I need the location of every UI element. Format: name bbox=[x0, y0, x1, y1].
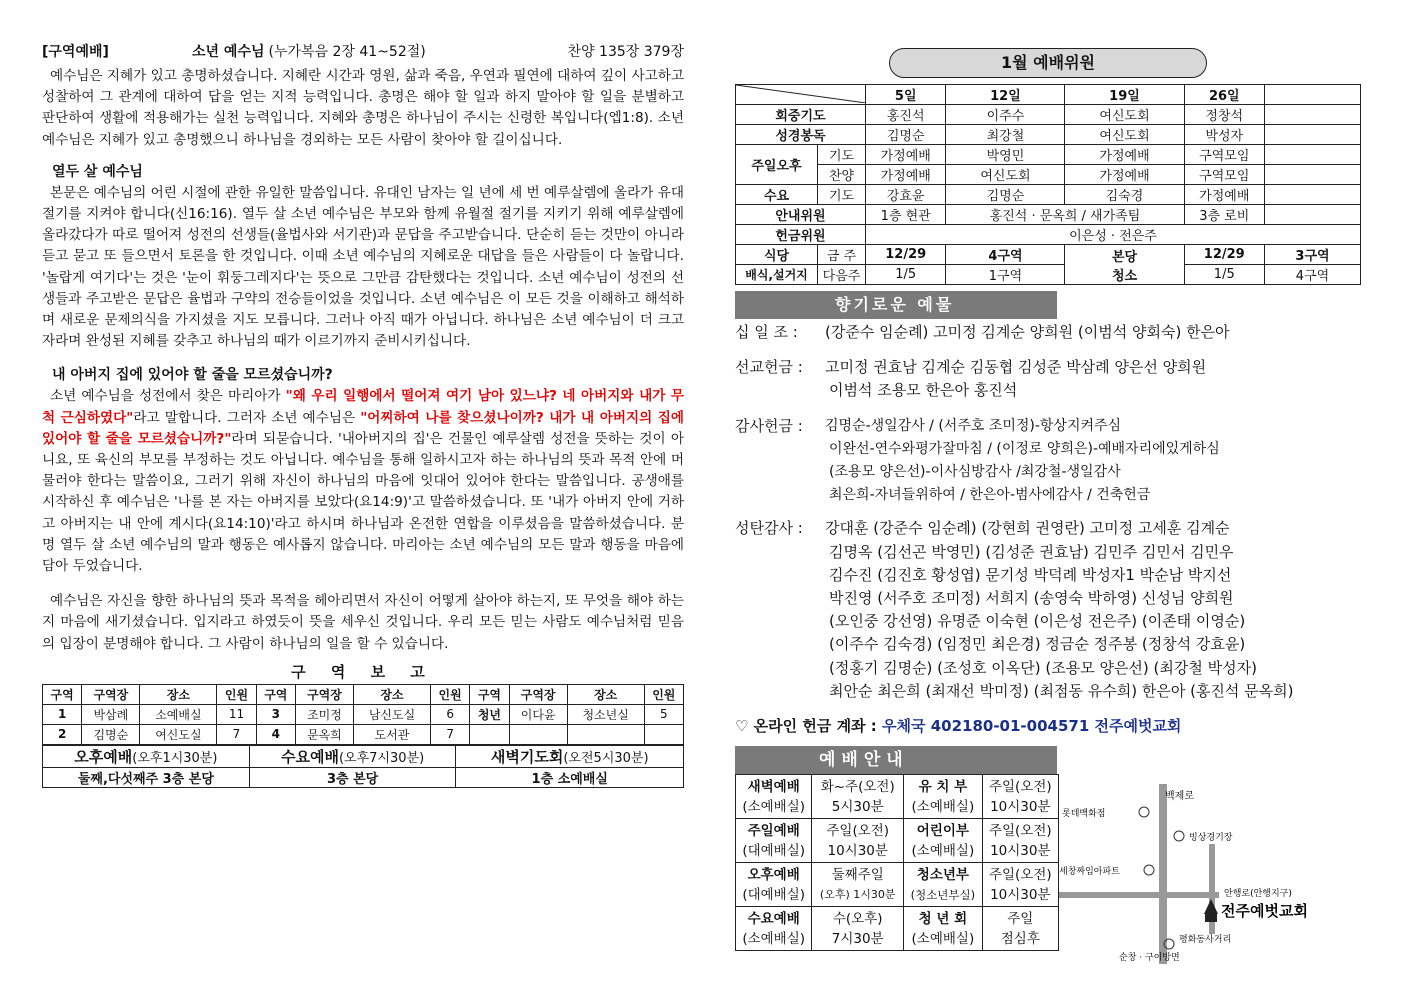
worship-line: 화~주(오전) bbox=[820, 778, 895, 795]
worship-line: 주일(오전) bbox=[988, 822, 1052, 839]
worship-line: 주일 bbox=[1007, 910, 1034, 927]
quote-mary: "왜 우리 일행에서 떨어져 여기 남아 있느냐? 네 아버지와 내가 무척 근심하였다" bbox=[42, 388, 684, 426]
worship-line: 10시30분 bbox=[990, 842, 1051, 859]
duty-sublabel: 기도 bbox=[818, 145, 866, 165]
svc-time-2: (오후7시30분) bbox=[338, 750, 425, 766]
worship-cell bbox=[812, 775, 904, 819]
map-label: 롯데백화점 bbox=[1062, 809, 1106, 820]
worship-line: 새벽예배 bbox=[747, 778, 800, 795]
svc-place-1: 둘째,다섯째주 3층 본당 bbox=[43, 767, 250, 787]
duty-cell: 정창석 bbox=[1184, 105, 1264, 125]
thanks-line: (조용모 양은선)-이사심방감사 /최강철-생일감사 bbox=[829, 464, 1121, 481]
report-cell: 남신도실 bbox=[354, 704, 431, 724]
paragraph-2: 본문은 예수님의 어린 시절에 관한 유일한 말씀입니다. 유대인 남자는 일 년에 세 번 예루살렘에 올라가 유대 절기를 지켜야 합니다(신16:16). 열두 살 소년 예수님은 부모와 함께 유월절 절기를 지키기 위해 예루살렘에 올라갔다가 따로 떨어져 성전의 선생들(율법사와 서기관)과 문답을 주고받습니다. 단순히 듣는 것만이 아니라 듣고 묻고 또 들으면서 토론을 한 것입니다. 이때 소년 예수님의 지혜로운 대답을 들은 사람들이 다 놀랍니다. '놀랍게 여기다'는 것은 '눈이 휘둥그레지다'는 뜻으로 그만큼 감탄했다는 것입니다. 소년 예수님이 성전의 선생들과 주고받은 문답은 율법과 구약의 전승들이었을 것입니다. 소년 예수님은 이 모든 것을 이해하고 해석하며 새로운 문제의식을 가지셨을 지도 모릅니다. 그러나 아직 때가 아닙니다. 하나님은 소년 예수님이 더 크고 자라며 완성된 지혜를 갖추고 하나님의 때가 이르기까지 준비시키십니다. bbox=[42, 184, 684, 350]
meal-label-2: 배식,설거지 bbox=[736, 265, 818, 285]
worship-cell bbox=[904, 819, 983, 863]
duty-cell: 가정예배 bbox=[1184, 185, 1264, 205]
duty-cell: 가정예배 bbox=[866, 145, 946, 165]
worship-line: 10시30분 bbox=[990, 798, 1051, 815]
section-heading-2: 내 아버지 집에 있어야 할 줄을 모르셨습니까? bbox=[52, 367, 333, 384]
report-cell: 6 bbox=[431, 704, 470, 724]
worship-line: (소예배실) bbox=[911, 798, 975, 815]
map-label: 빙상경기장 bbox=[1189, 833, 1233, 844]
usher-cell: 1층 현관 bbox=[866, 205, 946, 225]
report-header: 인원 bbox=[431, 684, 470, 704]
sermon-scripture: (누가복음 2장 41~52절) bbox=[268, 44, 426, 60]
worship-line: 주일(오전) bbox=[826, 822, 890, 839]
report-cell: 청년 bbox=[470, 704, 509, 724]
right-page bbox=[735, 48, 1361, 974]
duty-label: 수요 bbox=[736, 185, 818, 205]
duty-cell: 구역모임 bbox=[1184, 145, 1264, 165]
paragraph-1: 예수님은 지혜가 있고 총명하셨습니다. 지혜란 시간과 영원, 삶과 죽음, 우연과 필연에 대하여 깊이 사고하고 성찰하여 그 관계에 대하여 답을 얻는 지적 능력입니다. 총명은 해야 할 일과 하지 말아야 할 일을 분별하고 판단하여 생활에 적용해가는 실천 능력입니다. 지혜와 총명은 하나님이 주시는 신령한 복입니다(엡1:8). 소년 예수님은 지혜가 있고 총명했으니 하나님을 경외하는 모든 사람이 찾아야 할 길이십니다. bbox=[42, 68, 684, 148]
duty-cell: 김숙경 bbox=[1065, 185, 1184, 205]
report-header: 구역 bbox=[470, 684, 509, 704]
report-cell: 김명순 bbox=[82, 724, 140, 744]
worship-cell bbox=[812, 863, 904, 907]
duty-sublabel: 찬양 bbox=[818, 165, 866, 185]
worship-line: 주일(오전) bbox=[988, 866, 1052, 883]
worship-guide bbox=[735, 774, 1361, 974]
map-label: 백제로 bbox=[1165, 791, 1194, 803]
next-week-label: 다음주 bbox=[818, 265, 866, 285]
clean-cell: 12/29 bbox=[1184, 245, 1264, 265]
thanks-line: 최은희-자녀들위하여 / 한은아-범사에감사 / 건축헌금 bbox=[829, 487, 1151, 504]
svc-name-1: 오후예배 bbox=[74, 747, 133, 766]
hymn-numbers: 찬양 135장 379장 bbox=[567, 44, 684, 60]
worship-line: 청소년부 bbox=[916, 866, 969, 883]
worship-cell bbox=[982, 907, 1058, 951]
duty-cell: 여신도회 bbox=[1065, 125, 1184, 145]
worship-line: 오후예배 bbox=[747, 866, 800, 883]
tithe-label: 십 일 조 : bbox=[735, 323, 798, 341]
worship-cell bbox=[736, 775, 812, 819]
duty-cell: 가정예배 bbox=[1065, 165, 1184, 185]
mission-names: 고미정 권효남 김계순 김동협 김성준 박삼례 양은선 양희원 bbox=[825, 358, 1207, 377]
duty-cell: 가정예배 bbox=[866, 165, 946, 185]
worship-times-table bbox=[735, 774, 1059, 951]
svc-place-2: 3층 본당 bbox=[249, 767, 456, 787]
worship-cell bbox=[904, 863, 983, 907]
worship-line: (소예배실) bbox=[911, 842, 975, 859]
meal-cell: 4구역 bbox=[946, 245, 1065, 265]
sermon-title: 소년 예수님 bbox=[192, 44, 265, 60]
worship-cell bbox=[982, 819, 1058, 863]
worship-line: 주일(오전) bbox=[988, 778, 1052, 795]
duty-label: 성경봉독 bbox=[736, 125, 866, 145]
report-header: 구역장 bbox=[509, 684, 567, 704]
worship-line: 5시30분 bbox=[831, 798, 884, 815]
worship-line: 주일예배 bbox=[747, 822, 800, 839]
report-cell: 4 bbox=[256, 724, 295, 744]
duty-cell: 홍진석 bbox=[866, 105, 946, 125]
report-header: 구역 bbox=[43, 684, 82, 704]
p3-text-b: 라고 말합니다. 그러자 소년 예수님은 bbox=[133, 409, 361, 426]
worship-cell bbox=[736, 819, 812, 863]
map-road-h bbox=[1059, 892, 1219, 898]
service-times-table bbox=[42, 745, 684, 788]
report-header: 인원 bbox=[644, 684, 683, 704]
meal-cell: 12/29 bbox=[866, 245, 946, 265]
map-road-v1 bbox=[1159, 784, 1167, 964]
worship-line: 점심후 bbox=[1000, 930, 1040, 947]
xmas-line: 박진영 (서주호 조미정) 서희지 (송영숙 박하영) 신성님 양희원 bbox=[829, 589, 1234, 608]
svc-time-1: (오후1시30분) bbox=[132, 750, 218, 766]
duty-cell: 여신도회 bbox=[1065, 105, 1184, 125]
duty-label: 회중기도 bbox=[736, 105, 866, 125]
report-header: 인원 bbox=[217, 684, 256, 704]
worship-line: 유 치 부 bbox=[918, 778, 968, 795]
worship-line: (청소년부실) bbox=[910, 887, 976, 902]
xmas-label: 성탄감사 : bbox=[735, 519, 803, 538]
report-header: 장소 bbox=[140, 684, 217, 704]
p3-text-a: 소년 예수님을 성전에서 찾은 마리아가 bbox=[50, 388, 286, 405]
meal-label: 식당 bbox=[736, 245, 818, 265]
xmas-line: 강대훈 (강준수 임순례) (강현희 권영란) 고미정 고세훈 김계순 bbox=[825, 519, 1230, 538]
report-header: 구역 bbox=[256, 684, 295, 704]
worship-cell bbox=[736, 907, 812, 951]
gifts-title: 향기로운 예물 bbox=[735, 291, 1057, 319]
meal-cell: 1구역 bbox=[946, 265, 1065, 285]
duty-cell: 최강철 bbox=[946, 125, 1065, 145]
report-cell: 2 bbox=[43, 724, 82, 744]
week-4: 26일 bbox=[1184, 85, 1264, 105]
duty-sublabel: 기도 bbox=[818, 185, 866, 205]
online-label: ♡ 온라인 헌금 계좌 : bbox=[735, 717, 877, 736]
thanks-line: 김명순-생일감사 / (서주호 조미정)-항상지켜주심 bbox=[825, 417, 1122, 434]
map-label: 평화동사거리 bbox=[1179, 935, 1232, 946]
worship-cell bbox=[904, 907, 983, 951]
xmas-line: 최안순 최은희 (최재선 박미정) (최점동 유수희) 한은아 (홍진석 문옥희) bbox=[829, 681, 1294, 700]
sermon-header bbox=[42, 40, 684, 62]
report-cell: 조미정 bbox=[295, 704, 353, 724]
map-label: 세창짜임아파트 bbox=[1059, 867, 1120, 878]
worship-cell bbox=[982, 863, 1058, 907]
worship-cell bbox=[982, 775, 1058, 819]
duty-cell: 김명순 bbox=[946, 185, 1065, 205]
report-cell: 7 bbox=[431, 724, 470, 744]
worship-cell bbox=[812, 907, 904, 951]
report-header: 구역장 bbox=[82, 684, 140, 704]
report-cell: 청소년실 bbox=[567, 704, 644, 724]
duty-cell: 구역모임 bbox=[1184, 165, 1264, 185]
mission-label: 선교헌금 : bbox=[735, 358, 803, 377]
duty-cell: 박영민 bbox=[946, 145, 1065, 165]
worship-cell bbox=[904, 775, 983, 819]
week-3: 19일 bbox=[1065, 85, 1184, 105]
duty-cell: 가정예배 bbox=[1065, 145, 1184, 165]
church-icon bbox=[1204, 899, 1218, 922]
worship-line: 수요예배 bbox=[747, 910, 800, 927]
worship-line: 청 년 회 bbox=[918, 910, 968, 927]
xmas-line: 김수진 (김진호 황성엽) 문기성 박덕례 박성자1 박순남 박지선 bbox=[829, 565, 1232, 584]
report-cell bbox=[470, 724, 509, 744]
report-cell: 7 bbox=[217, 724, 256, 744]
worship-line: 10시30분 bbox=[990, 886, 1051, 903]
paragraph-4: 예수님은 자신을 향한 하나님의 뜻과 목적을 헤아리면서 자신이 어떻게 살아야 하는지, 또 무엇을 해야 하는지 마음에 새기셨습니다. 입지라고 하였듯이 뜻을 세우신 것입니다. 우리 모든 믿는 사람도 예수님처럼 믿음의 입장이 분명해야 합니다. 그 사람이 하나님의 일을 할 수 있습니다. bbox=[42, 593, 684, 652]
report-cell: 11 bbox=[217, 704, 256, 724]
worship-line: (소예배실) bbox=[742, 798, 806, 815]
worship-guide-title: 예배안내 bbox=[735, 746, 1057, 774]
map-label: 순창 · 구이방면 bbox=[1119, 953, 1180, 964]
xmas-line: 김명옥 (김선곤 박영민) (김성준 권효남) 김민주 김민서 김민우 bbox=[829, 542, 1234, 561]
duty-cell: 강효윤 bbox=[866, 185, 946, 205]
svc-name-3: 새벽기도회 bbox=[490, 747, 564, 766]
report-cell: 3 bbox=[256, 704, 295, 724]
svc-name-2: 수요예배 bbox=[281, 747, 339, 766]
gifts-list bbox=[735, 321, 1361, 703]
worship-line: 수(오후) bbox=[832, 910, 883, 927]
worship-cell bbox=[812, 819, 904, 863]
week-1: 5일 bbox=[866, 85, 946, 105]
worship-line: 둘째주일 bbox=[831, 866, 884, 883]
offering-label: 헌금위원 bbox=[736, 225, 866, 245]
map-label: 안행로(안행지구) bbox=[1224, 889, 1292, 900]
worship-line: (소예배실) bbox=[911, 930, 975, 947]
report-cell: 박삼례 bbox=[82, 704, 140, 724]
left-page bbox=[42, 40, 684, 788]
clean-label bbox=[1065, 245, 1184, 285]
worship-line: (오후) 1시30분 bbox=[819, 887, 896, 901]
report-cell: 문옥희 bbox=[295, 724, 353, 744]
clean-text: 청소 bbox=[1111, 268, 1138, 284]
bon-label: 본당 bbox=[1111, 249, 1138, 265]
apt-marker bbox=[1144, 865, 1154, 875]
worship-line: (대예배실) bbox=[742, 842, 806, 859]
paragraph-3 bbox=[42, 386, 684, 577]
category-label: [구역예배] bbox=[42, 44, 109, 60]
p3-text-c: 라며 되묻습니다. '내아버지의 집'은 건물인 예루살렘 성전을 뜻하는 것이 아니요, 또 육신의 부모를 부정하는 것도 아닙니다. 예수님을 통해 일하시고자 하는 하나님의 뜻과 목적 안에 머물러야 한다는 말씀이요, 그러기 위해 자신이 하나님의 마음에 잇대어 있어야 한다는 말씀입니다. 공생애를 시작하신 후 예수님은 '나를 본 자는 아버지를 보았다(요14:9)'고 말씀하셨습니다. 또 '내가 아버지 안에 거하고 아버지는 내 안에 계시다(요14:10)'라고 하시며 하나님과 온전한 연합을 이루셨음을 말씀하셨습니다. 분명 열두 살 소년 예수님의 말과 행동은 예사롭지 않습니다. 마리아는 소년 예수님의 모든 말과 행동을 마음에 담아 두었습니다. bbox=[42, 430, 684, 575]
district-report-title: 구 역 보 고 bbox=[291, 662, 435, 681]
svc-place-3: 1층 소예배실 bbox=[456, 767, 684, 787]
duty-title: 1월 예배위원 bbox=[889, 48, 1207, 78]
duty-cell: 여신도회 bbox=[946, 165, 1065, 185]
report-cell bbox=[567, 724, 644, 744]
lotte-marker bbox=[1139, 807, 1149, 817]
xmas-line: (이주수 김숙경) (임정민 최은경) 정금순 정주봉 (정창석 강효윤) bbox=[829, 635, 1246, 654]
worship-line: (소예배실) bbox=[742, 930, 806, 947]
report-header: 장소 bbox=[354, 684, 431, 704]
tithe-names: (강준수 임순례) 고미정 김계순 양희원 (이범석 양회숙) 한은아 bbox=[825, 323, 1230, 341]
xmas-line: (정홍기 김명순) (조성호 이옥단) (조용모 양은선) (최강철 박성자) bbox=[829, 658, 1257, 677]
report-cell: 5 bbox=[644, 704, 683, 724]
usher-label: 안내위원 bbox=[736, 205, 866, 225]
account-number: 우체국 402180-01-004571 전주예벗교회 bbox=[882, 717, 1182, 736]
worship-line: 어린이부 bbox=[916, 822, 969, 839]
mission-names: 이범석 조용모 한은아 홍진석 bbox=[829, 381, 1018, 400]
duty-cell: 이주수 bbox=[946, 105, 1065, 125]
duty-label: 주일오후 bbox=[736, 145, 818, 185]
report-cell: 1 bbox=[43, 704, 82, 724]
meal-cell: 1/5 bbox=[866, 265, 946, 285]
duty-roster-table bbox=[735, 84, 1361, 285]
clean-cell: 3구역 bbox=[1265, 245, 1361, 265]
worship-line: (대예배실) bbox=[742, 886, 806, 903]
worship-line: 7시30분 bbox=[831, 930, 884, 947]
report-header: 구역장 bbox=[295, 684, 353, 704]
online-account bbox=[735, 715, 1361, 736]
duty-cell: 박성자 bbox=[1184, 125, 1264, 145]
report-cell: 소예배실 bbox=[140, 704, 217, 724]
report-header: 장소 bbox=[567, 684, 644, 704]
xmas-line: (오인중 강선영) 유명준 이숙현 (이은성 전은주) (이존태 이영순) bbox=[829, 612, 1246, 631]
clean-cell: 4구역 bbox=[1265, 265, 1361, 285]
ice-marker bbox=[1174, 831, 1184, 841]
report-cell: 여신도실 bbox=[140, 724, 217, 744]
duty-cell: 김명순 bbox=[866, 125, 946, 145]
thanks-label: 감사헌금 : bbox=[735, 416, 803, 435]
report-cell: 이다윤 bbox=[509, 704, 567, 724]
report-cell bbox=[509, 724, 567, 744]
thanks-line: 이완선-연수와평가잘마침 / (이정로 양희은)-예배자리에있게하심 bbox=[829, 440, 1220, 457]
this-week-label: 금 주 bbox=[818, 245, 866, 265]
report-cell: 도서관 bbox=[354, 724, 431, 744]
section-heading-1: 열두 살 예수님 bbox=[52, 163, 143, 180]
corner-cell bbox=[736, 85, 866, 105]
church-map bbox=[1059, 774, 1361, 974]
report-cell bbox=[644, 724, 683, 744]
worship-line: 10시30분 bbox=[827, 842, 888, 859]
worship-cell bbox=[736, 863, 812, 907]
clean-cell: 1/5 bbox=[1184, 265, 1264, 285]
map-label: 전주예벗교회 bbox=[1221, 902, 1308, 921]
usher-cell: 홍진석 · 문옥희 / 새가족팀 bbox=[946, 205, 1184, 225]
quote-jesus: "어찌하여 나를 찾으셨나이까? 내가 내 아버지의 집에 있어야 할 줄을 모르셨습니까?" bbox=[42, 409, 685, 447]
district-report-table bbox=[42, 684, 684, 745]
week-2: 12일 bbox=[946, 85, 1065, 105]
offering-cell: 이은성 · 전은주 bbox=[866, 225, 1361, 245]
usher-cell: 3층 로비 bbox=[1184, 205, 1264, 225]
svc-time-3: (오전5시30분) bbox=[563, 750, 649, 766]
